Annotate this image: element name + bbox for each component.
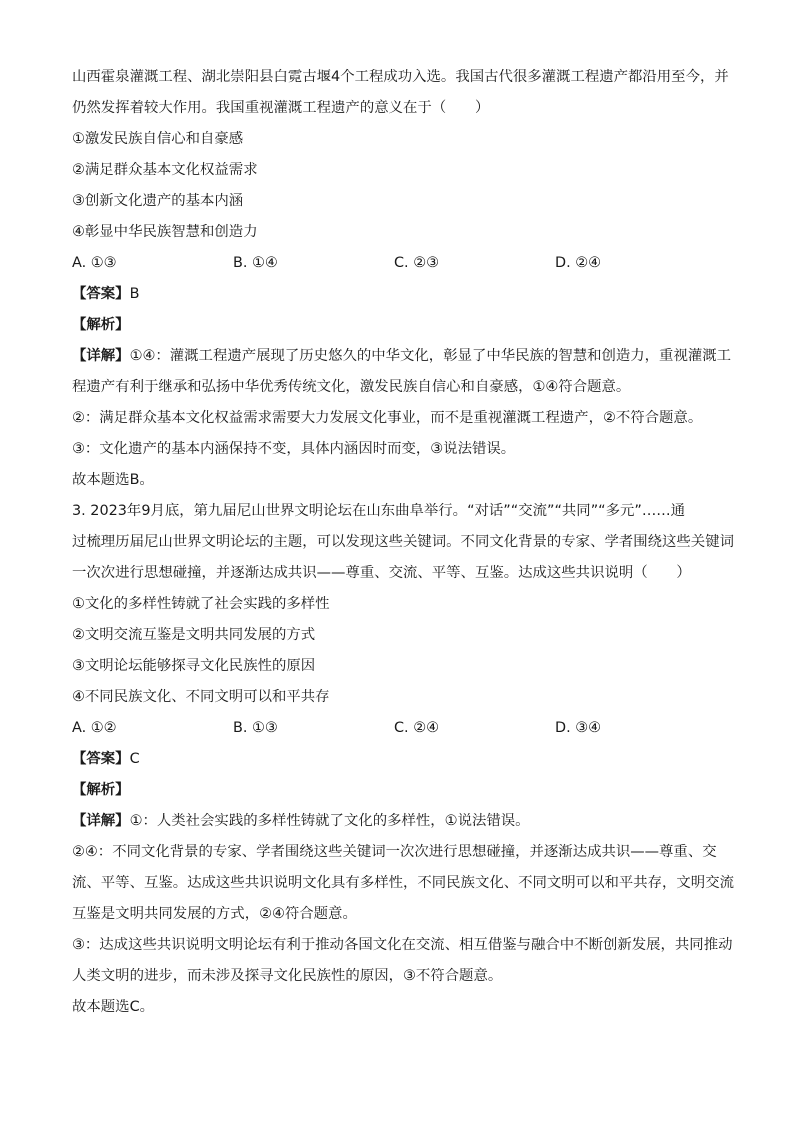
q3-options [72,713,724,744]
q3-answer [72,744,724,775]
q3-stem-line: 3. 2023年9月底，第九届尼山世界文明论坛在山东曲阜举行。“对话”“交流”“共同”“多元”……通 [72,503,686,519]
q3-option-b: B. ①③ [233,720,278,736]
q2-answer-value: B [129,286,140,302]
analysis-tag: 【解析】 [72,782,130,798]
q3-detail-text: ①：人类社会实践的多样性铸就了文化的多样性，①说法错误。 [129,813,530,829]
q2-statement-1: ①激发民族自信心和自豪感 [72,131,244,147]
q3-option-c: C. ②④ [394,720,439,736]
q3-detail-line: ③：达成这些共识说明文明论坛有利于推动各国文化在交流、相互借鉴与融合中不断创新发展，共同推动 [72,937,733,953]
q3-detail-line: 流、平等、互鉴。达成这些共识说明文化具有多样性，不同民族文化、不同文明可以和平共存，文明交流 [72,875,734,891]
q2-conclusion: 故本题选B。 [72,472,154,488]
q2-statement-4: ④彰显中华民族智慧和创造力 [72,224,258,240]
analysis-tag: 【解析】 [72,317,130,333]
q3-answer-value: C [129,751,140,767]
q2-detail-line: 程遗产有利于继承和弘扬中华优秀传统文化，激发民族自信心和自豪感，①④符合题意。 [72,379,631,395]
detail-tag: 【详解】 [72,348,130,364]
q2-option-d: D. ②④ [555,255,602,271]
q3-stem-line: 过梳理历届尼山世界文明论坛的主题，可以发现这些关键词。不同文化背景的专家、学者围绕这些关键词 [72,534,734,550]
q3-detail-line: 人类文明的进步，而未涉及探寻文化民族性的原因，③不符合题意。 [72,968,503,984]
q2-option-c: C. ②③ [394,255,439,271]
q3-detail-line: ②④：不同文化背景的专家、学者围绕这些关键词一次次进行思想碰撞，并逐渐达成共识——尊重、交 [72,844,717,860]
q2-detail-line [72,341,732,372]
q3-statement-1: ①文化的多样性铸就了社会实践的多样性 [72,596,330,612]
q2-answer [72,279,724,310]
q3-detail-line: 互鉴是文明共同发展的方式，②④符合题意。 [72,906,357,922]
q3-option-d: D. ③④ [555,720,602,736]
q2-statement-3: ③创新文化遗产的基本内涵 [72,193,244,209]
q3-statement-4: ④不同民族文化、不同文明可以和平共存 [72,689,330,705]
q2-stem-line: 仍然发挥着较大作用。我国重视灌溉工程遗产的意义在于（ ） [72,100,490,116]
detail-tag: 【详解】 [72,813,130,829]
q2-analysis-heading [72,310,724,341]
q3-detail-line [72,806,724,837]
q3-statement-2: ②文明交流互鉴是文明共同发展的方式 [72,627,316,643]
q3-analysis-heading [72,775,724,806]
q3-statement-3: ③文明论坛能够探寻文化民族性的原因 [72,658,316,674]
q2-option-a: A. ①③ [72,255,117,271]
document-content [72,62,734,1023]
answer-tag: 【答案】 [72,751,130,767]
q2-stem-line: 山西霍泉灌溉工程、湖北崇阳县白霓古堰4个工程成功入选。我国古代很多灌溉工程遗产都沿用至今，并 [72,69,729,85]
q2-option-b: B. ①④ [233,255,278,271]
q2-detail-text: ①④：灌溉工程遗产展现了历史悠久的中华文化，彰显了中华民族的智慧和创造力，重视灌溉工 [129,348,732,364]
q3-stem [72,496,734,589]
q2-stem [72,62,729,124]
answer-tag: 【答案】 [72,286,130,302]
q2-detail-line: ③：文化遗产的基本内涵保持不变，具体内涵因时而变，③说法错误。 [72,441,516,457]
q2-statement-2: ②满足群众基本文化权益需求 [72,162,258,178]
q3-option-a: A. ①② [72,720,117,736]
q2-options [72,248,724,279]
q3-stem-line: 一次次进行思想碰撞，并逐渐达成共识——尊重、交流、平等、互鉴。达成这些共识说明（ ） [72,565,691,581]
q3-conclusion: 故本题选C。 [72,999,155,1015]
q2-detail-line: ②：满足群众基本文化权益需求需要大力发展文化事业，而不是重视灌溉工程遗产，②不符合题意。 [72,410,703,426]
